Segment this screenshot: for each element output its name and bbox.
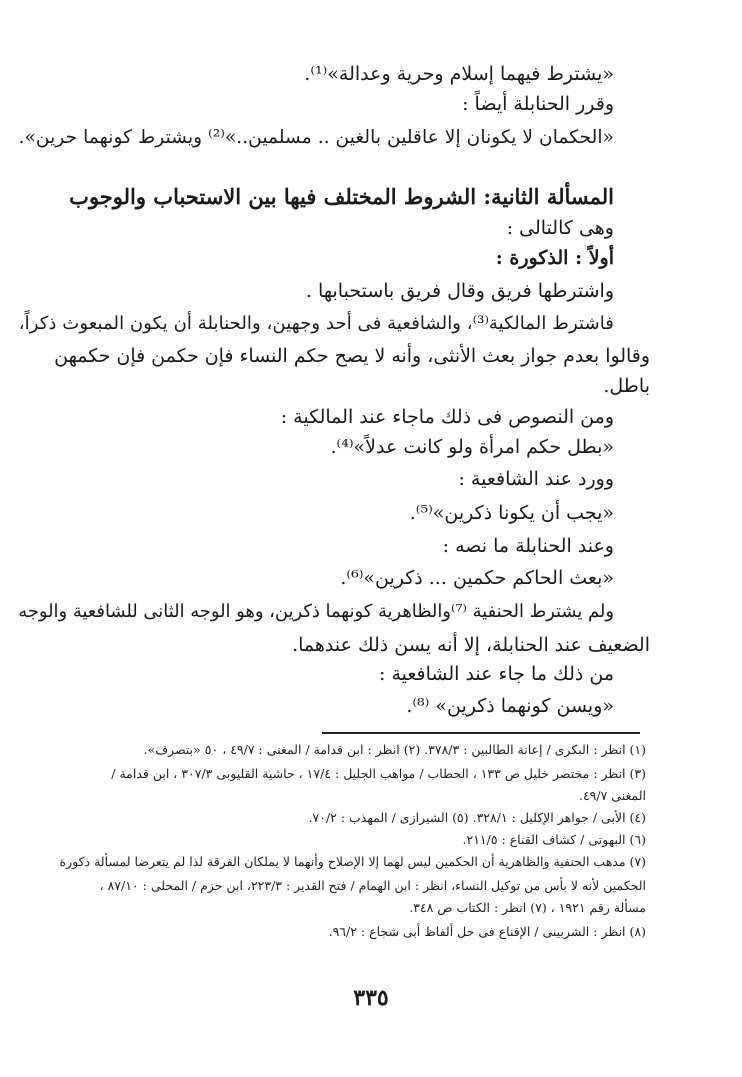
- paragraph-line: باطل.: [603, 375, 650, 397]
- paragraph-line: ولم يشترط الحنفية ⁽⁷⁾والظاهرية كونهما ذكرين، وهو الوجه الثانى للشافعية والوجه: [18, 601, 614, 622]
- footnote-line: المغنى ٤٩/٧.: [578, 788, 646, 803]
- footnote-line: (٨) انظر : الشربينى / الإقناع فى حل ألفاظ أبى شجاع : ٩٦/٢.: [328, 924, 646, 939]
- text-line: وعند الحنابلة ما نصه :: [442, 535, 614, 557]
- footnote-separator: [322, 732, 640, 734]
- text-line: وورد عند الشافعية :: [458, 468, 614, 490]
- paragraph-line: فاشترط المالكية⁽³⁾، والشافعية فى أحد وجهين، والحنابلة أن يكون المبعوث ذكراً،: [18, 313, 614, 334]
- footnote-line: (٧) مذهب الحنفية والظاهرية أن الحكمين ليس لهما إلا الإصلاح وأنهما لا يملكان الفرقة لذا لم يتعرضا لمسألة ذكورة: [59, 854, 646, 869]
- quote-line: «يشترط فيهما إسلام وحرية وعدالة»⁽¹⁾.: [304, 63, 614, 85]
- quote-line: «الحكمان لا يكونان إلا عاقلين بالغين .. مسلمين..»⁽²⁾ ويشترط كونهما حرين».: [18, 127, 614, 148]
- quote-line: «ويسن كونهما ذكرين» ⁽⁸⁾.: [406, 695, 614, 717]
- text-line: واشترطها فريق وقال فريق باستحبابها .: [305, 280, 614, 302]
- section-heading: المسألة الثانية: الشروط المختلف فيها بين الاستحباب والوجوب: [69, 184, 614, 209]
- subheading: أولاً : الذكورة :: [495, 247, 614, 269]
- footnote-line: (١) انظر : البكرى / إعانة الطالبين : ٣٧٨/٣. (٢) انظر : ابن قدامة / المغنى : ٤٩/٧ ، ٥٠ «بتصرف».: [143, 742, 646, 757]
- footnote-line: الحكمين لأنه لا بأس من توكيل النساء، انظر : ابن الهمام / فتح القدير : ٢٢٣/٣، ابن حزم / المحلى : ٨٧/١٠ ،: [99, 878, 646, 893]
- text-line: وقرر الحنابلة أيضاً :: [462, 93, 614, 115]
- paragraph-line: الضعيف عند الحنابلة، إلا أنه يسن ذلك عندهما.: [292, 634, 650, 656]
- page-number: ٣٣٥: [353, 985, 389, 1011]
- quote-line: «يجب أن يكونا ذكرين»⁽⁵⁾.: [409, 502, 614, 524]
- footnote-line: (٦) البهوتى / كشاف القناع : ٢١١/٥.: [462, 832, 646, 847]
- quote-line: «بطل حكم امرأة ولو كانت عدلاً»⁽⁴⁾.: [330, 436, 614, 458]
- footnote-line: (٤) الأبى / جواهر الإكليل : ٣٢٨/١. (٥) الشيرازى / المهذب : ٧٠/٢.: [308, 810, 646, 825]
- paragraph-line: وقالوا بعدم جواز بعث الأنثى، وأنه لا يصح حكم النساء فإن حكمن فإن حكمهن: [54, 345, 650, 367]
- quote-line: «بعث الحاكم حكمين ... ذكرين»⁽⁶⁾.: [340, 567, 614, 589]
- footnote-line: مسألة رقم ١٩٢١ ، (٧) انظر : الكتاب ص ٣٤٨.: [409, 900, 646, 915]
- text-line: ومن النصوص فى ذلك ماجاء عند المالكية :: [280, 406, 614, 428]
- text-line: من ذلك ما جاء عند الشافعية :: [379, 663, 614, 685]
- text-line: وهى كالتالى :: [506, 217, 614, 239]
- footnote-line: (٣) انظر : مختصر خليل ص ١٣٣ ، الحطاب / مواهب الجليل : ١٧/٤ ، حاشية القليوبى ٣٠٧/٣ ، ابن قدامة /: [111, 766, 646, 781]
